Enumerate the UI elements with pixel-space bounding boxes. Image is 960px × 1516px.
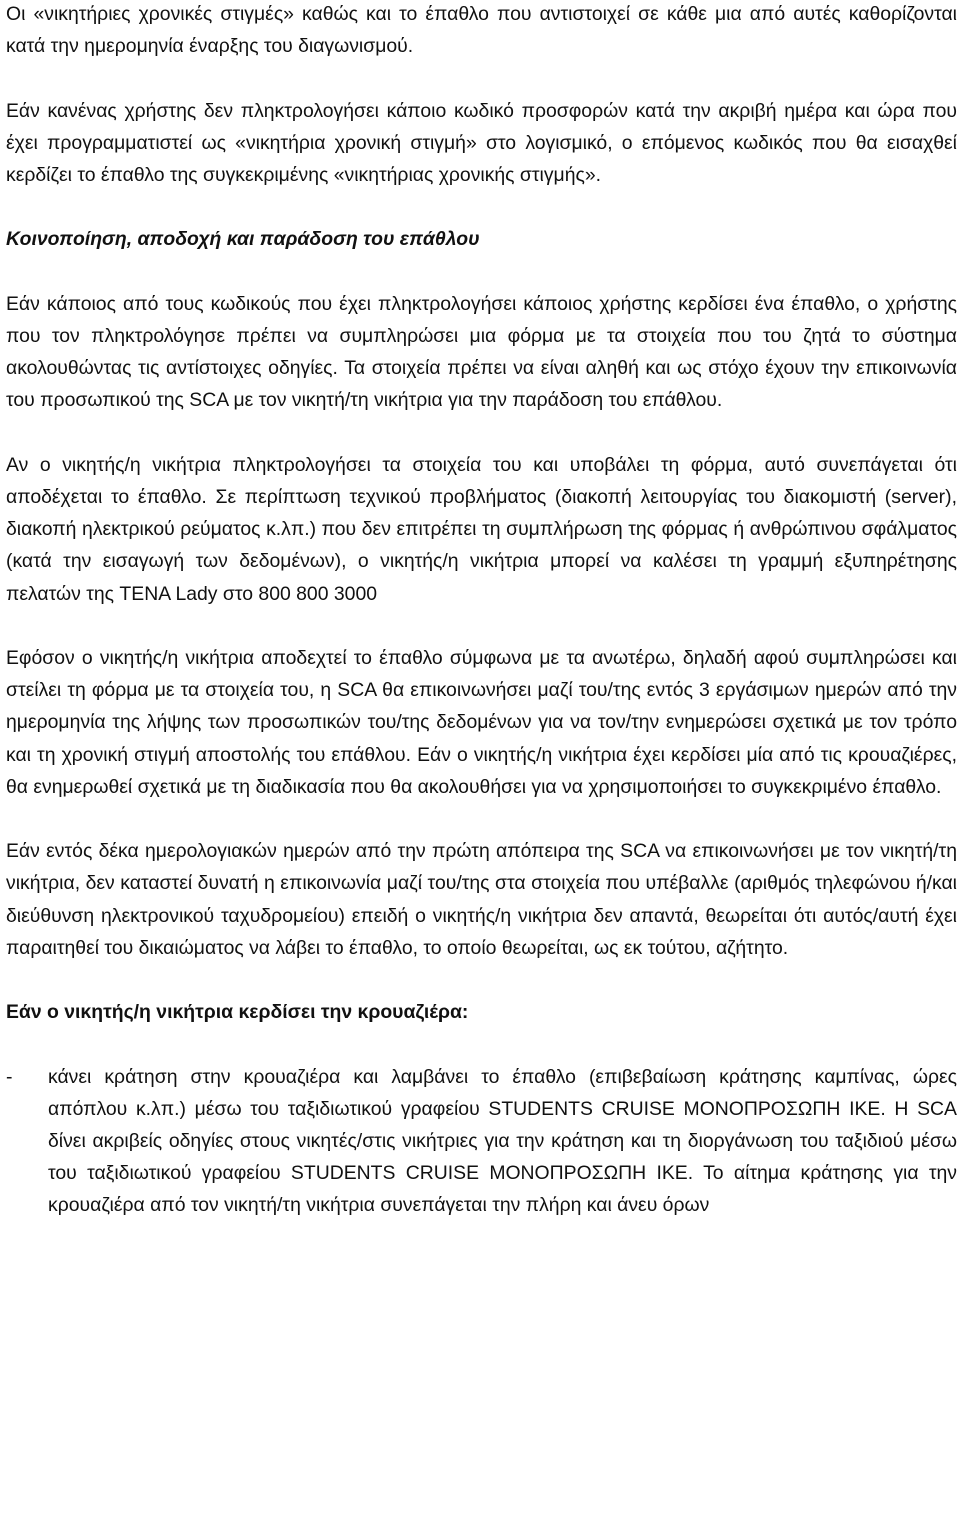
spacer [6, 1028, 957, 1060]
paragraph-winning-moments: Οι «νικητήριες χρονικές στιγμές» καθώς και το έπαθλο που αντιστοιχεί σε κάθε μια από αυτές καθορίζονται κατά την ημερομηνία έναρξης του διαγωνισμού. [6, 3, 957, 58]
document-page [6, 0, 957, 1222]
paragraph-unclaimed-prize: Εάν εντός δέκα ημερολογιακών ημερών από την πρώτη απόπειρα της SCA να επικοινωνήσει με τον νικητή/τη νικήτρια, δεν καταστεί δυνατή η επικοινωνία μαζί του/της στα στοιχεία που υπέβαλλε (αριθμός τηλεφώνου ή/και διεύθυνση ηλεκτρονικού ταχυδρομείου) επειδή ο νικητής/η νικήτρια δεν απαντά, θεωρείται ότι αυτός/αυτή έχει παραιτηθεί του δικαιώματος να λάβει το έπαθλο, το οποίο θεωρείται, ως εκ τούτου, αζήτητο. [6, 840, 957, 959]
list-item [6, 1061, 957, 1222]
spacer [6, 256, 957, 288]
paragraph-contact-winner: Εφόσον ο νικητής/η νικήτρια αποδεχτεί το έπαθλο σύμφωνα με τα ανωτέρω, δηλαδή αφού συμπληρώσει και στείλει τη φόρμα με τα στοιχεία του, η SCA θα επικοινωνήσει μαζί του/της εντός 3 εργάσιμων ημερών από την ημερομηνία της λήψης των προσωπικών του/της δεδομένων για να τον/την ενημερώσει σχετικά με τον τρόπο και τη χρονική στιγμή αποστολής του επάθλου. Εάν ο νικητής/η νικήτρια έχει κερδίσει μία από τις κρουαζιέρες, θα ενημερωθεί σχετικά με τη διαδικασία που θα ακολουθήσει για να χρησιμοποιήσει το συγκεκριμένο έπαθλο. [6, 646, 957, 798]
paragraph-acceptance: Αν ο νικητής/η νικήτρια πληκτρολογήσει τα στοιχεία του και υποβάλει τη φόρμα, αυτό συνεπάγεται ότι αποδέχεται το έπαθλο. Σε περίπτωση τεχνικού προβλήματος (διακοπή λειτουργίας του διακομιστή (server), διακοπή ηλεκτρικού ρεύματος κ.λπ.) που δεν επιτρέπει τη συμπλήρωση της φόρμας ή ανθρώπινου σφάλματος (κατά την εισαγωγή των δεδομένων), ο νικητής/η νικήτρια μπορεί να καλέσει τη γραμμή εξυπηρέτησης πελατών της TENA Lady στο 800 800 3000 [6, 453, 957, 605]
section-heading-notification: Κοινοποίηση, αποδοχή και παράδοση του επάθλου [6, 228, 480, 251]
paragraph-no-code-entered: Εάν κανένας χρήστης δεν πληκτρολογήσει κάποιο κωδικό προσφορών κατά την ακριβή ημέρα και ώρα που έχει προγραμματιστεί ως «νικητήρια χρονική στιγμή» στο λογισμικό, ο επόμενος κωδικός που θα εισαχθεί κερδίζει το έπαθλο της συγκεκριμένης «νικητήριας χρονικής στιγμής». [6, 99, 957, 186]
spacer [6, 191, 957, 223]
spacer [6, 610, 957, 642]
spacer [6, 417, 957, 449]
spacer [6, 62, 957, 94]
list-bullet: - [6, 1065, 13, 1088]
spacer [6, 803, 957, 835]
spacer [6, 964, 957, 996]
paragraph-prize-form: Εάν κάποιος από τους κωδικούς που έχει πληκτρολογήσει κάποιος χρήστης κερδίσει ένα έπαθλο, ο χρήστης που τον πληκτρολόγησε πρέπει να συμπληρώσει μια φόρμα με τα στοιχεία που του ζητά το σύστημα ακολουθώντας τις αντίστοιχες οδηγίες. Τα στοιχεία πρέπει να είναι αληθή και ως στόχο έχουν την επικοινωνία του προσωπικού της SCA με τον νικητή/τη νικήτρια για την παράδοση του επάθλου. [6, 292, 957, 412]
section-heading-cruise: Εάν ο νικητής/η νικήτρια κερδίσει την κρουαζιέρα: [6, 1001, 469, 1024]
list-item-text: κάνει κράτηση στην κρουαζιέρα και λαμβάνει το έπαθλο (επιβεβαίωση κράτησης καμπίνας, ώρες απόπλου κ.λπ.) μέσω του ταξιδιωτικού γραφείου STUDENTS CRUISE ΜΟΝΟΠΡΟΣΩΠΗ ΙΚΕ. Η SCA δίνει ακριβείς οδηγίες στους νικητές/στις νικήτριες για την κράτηση και τη διοργάνωση του ταξιδιού μέσω του ταξιδιωτικού γραφείου STUDENTS CRUISE ΜΟΝΟΠΡΟΣΩΠΗ ΙΚΕ. Το αίτημα κράτησης για την κρουαζιέρα από τον νικητή/τη νικήτρια συνεπάγεται την πλήρη και άνευ όρων [48, 1065, 957, 1217]
